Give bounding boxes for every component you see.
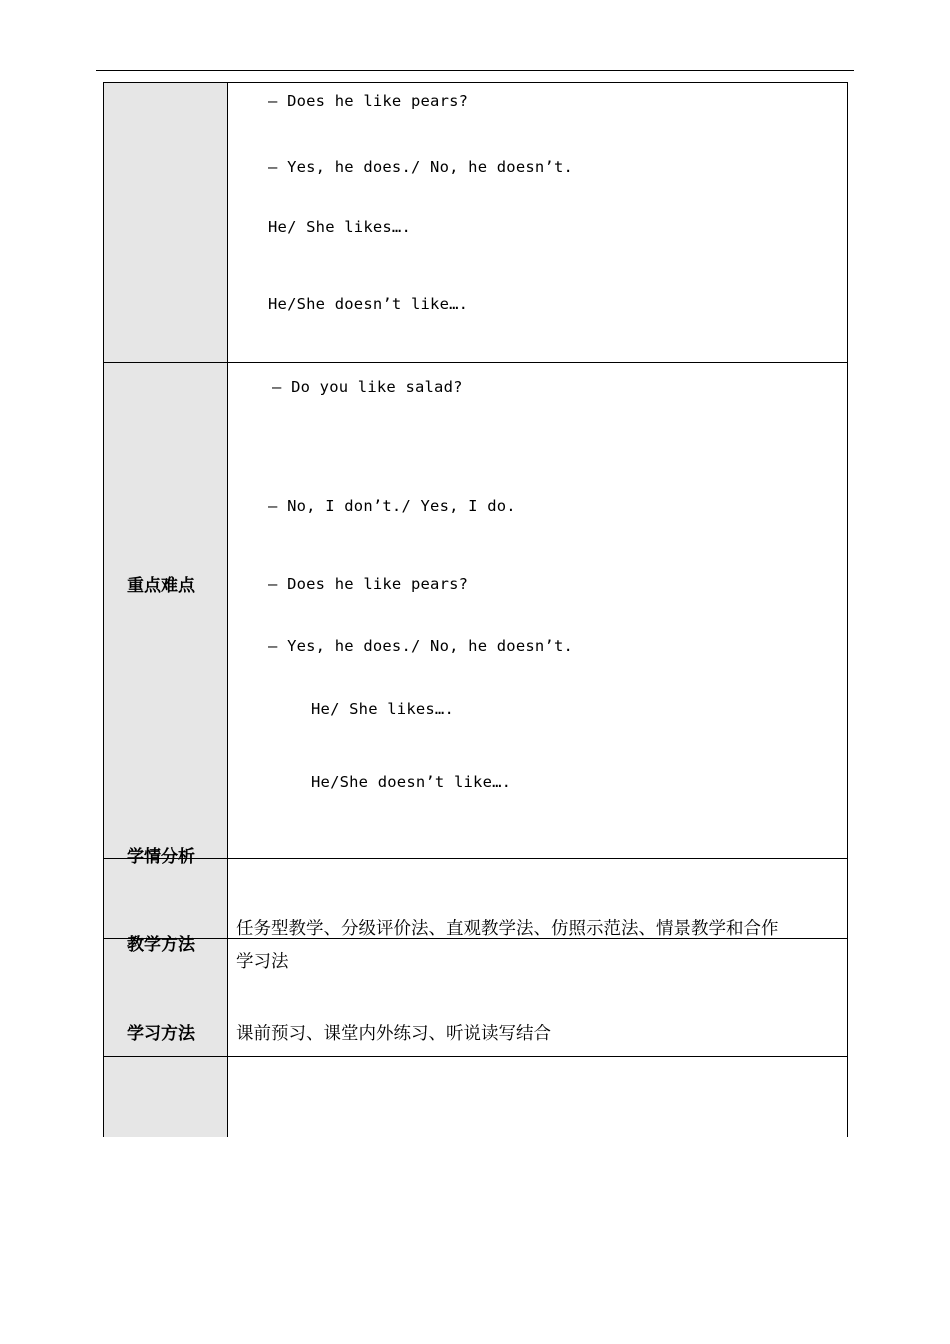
learning-methods-text: 课前预习、课堂内外练习、听说读写结合 (236, 1024, 551, 1044)
sentence-pattern-line: He/ She likes…. (311, 700, 454, 718)
key-points-label: 重点难点 (127, 576, 195, 596)
sentence-pattern-line: He/She doesn’t like…. (268, 295, 469, 313)
row-divider-2 (103, 858, 848, 859)
sentence-pattern-line: He/ She likes…. (268, 218, 411, 236)
sentence-pattern-line: — Does he like pears? (268, 92, 469, 110)
learning-methods-label: 学习方法 (127, 1024, 195, 1044)
row-divider-1 (103, 362, 848, 363)
teaching-methods-text: 任务型教学、分级评价法、直观教学法、仿照示范法、情景教学和合作 (236, 919, 779, 939)
row-divider-4 (103, 1056, 848, 1057)
sentence-pattern-line: — No, I don’t./ Yes, I do. (268, 497, 516, 515)
table-right-border (847, 82, 848, 1137)
teaching-methods-label: 教学方法 (127, 935, 195, 955)
sentence-pattern-line: He/She doesn’t like…. (311, 773, 512, 791)
label-column (104, 83, 227, 1137)
table-left-border (103, 82, 104, 1137)
learner-analysis-label: 学情分析 (127, 847, 195, 867)
table-column-divider (227, 82, 228, 1137)
teaching-methods-text-cont: 学习法 (236, 952, 289, 972)
sentence-pattern-line: — Do you like salad? (272, 378, 463, 396)
table-top-border (103, 82, 848, 83)
sentence-pattern-line: — Yes, he does./ No, he doesn’t. (268, 637, 574, 655)
sentence-pattern-line: — Yes, he does./ No, he doesn’t. (268, 158, 574, 176)
sentence-pattern-line: — Does he like pears? (268, 575, 469, 593)
